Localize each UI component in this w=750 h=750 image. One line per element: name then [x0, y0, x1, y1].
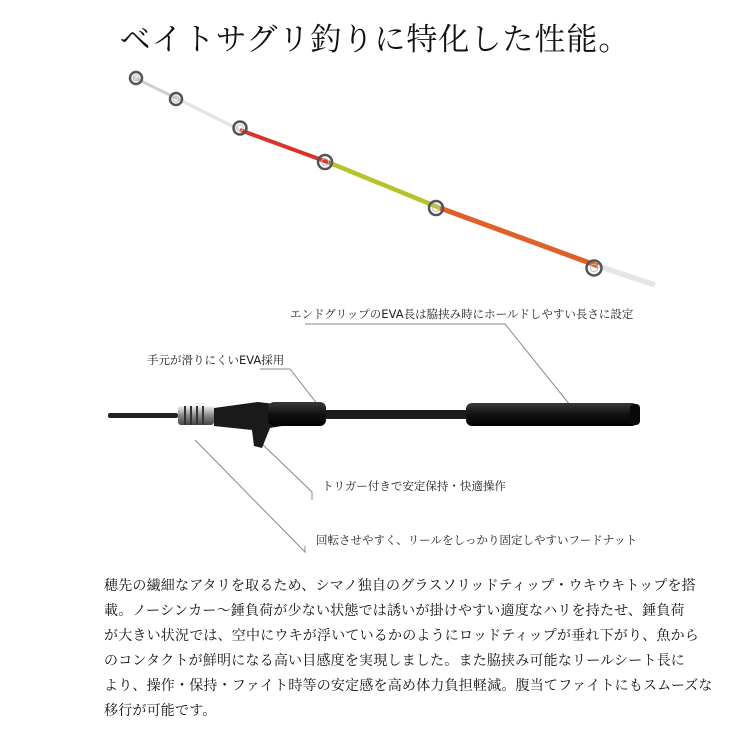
callout-eva: 手元が滑りにくいEVA採用	[147, 353, 285, 367]
description-line: 載。ノーシンカー〜錘負荷が少ない状態では誘いが掛けやすい適度なハリを持たせ、錘負荷	[104, 603, 685, 619]
rod-tip	[133, 77, 655, 285]
page-title: ベイトサグリ釣りに特化した性能。	[119, 22, 631, 58]
description-line: が大きい状況では、空中にウキが浮いているかのようにロッドティップが垂れ下がり、魚から	[104, 628, 699, 644]
description-line: 移行が可能です。	[104, 703, 217, 719]
callout-trigger: トリガー付きで安定保持・快適操作	[322, 479, 506, 493]
callout-hood-nut: 回転させやすく、リールをしっかり固定しやすいフードナット	[316, 533, 637, 547]
description-line: より、操作・保持・ファイト時等の安定感を高め体力負担軽減。腹当てファイトにもスムーズな	[104, 678, 713, 694]
callout-grip-length: エンドグリップのEVA長は脇挟み時にホールドしやすい長さに設定	[290, 307, 634, 321]
rod-butt	[108, 402, 640, 448]
description-text	[104, 574, 713, 724]
description-line: のコンタクトが鮮明になる高い目感度を実現しました。また脇挟み可能なリールシート長に	[104, 653, 686, 669]
guide-rings	[130, 72, 602, 276]
description-line: 穂先の繊細なアタリを取るため、シマノ独自のグラスソリッドティップ・ウキウキトップを搭	[104, 578, 696, 594]
